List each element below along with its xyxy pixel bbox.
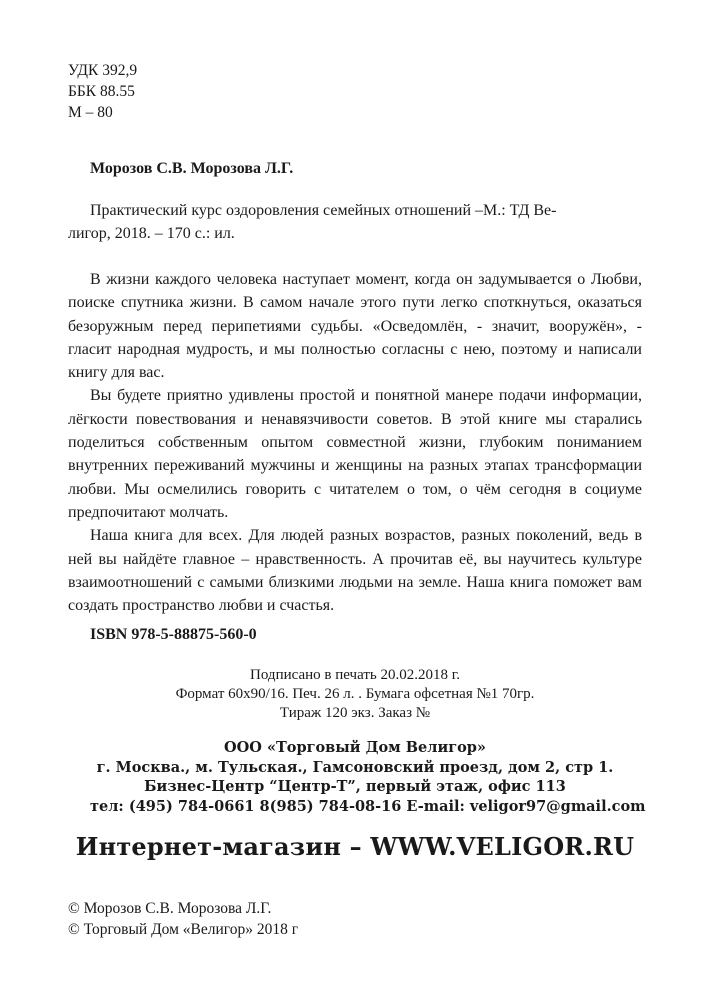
udk-code: УДК 392,9 [68, 62, 138, 79]
isbn: ISBN 978-5-88875-560-0 [90, 626, 257, 643]
abstract-paragraph-1: В жизни каждого человека наступает момент, когда он задумывается о Любви, поиске спутника жизни. В самом начале этого пути легко споткнуться, оказаться безоружным перед перипетиями судьбы. «Осведомлён, - значит, вооружён», - гласит народная мудрость, и мы полностью согласны с нею, поэтому и написали книгу для вас. [68, 271, 642, 382]
publisher-contacts: тел: (495) 784-0661 8(985) 784-08-16 E-mail: veligor97@gmail.com [90, 797, 646, 815]
publisher-business-center: Бизнес-Центр “Центр-Т”, первый этаж, офис 113 [144, 778, 566, 795]
authors-heading: Морозов С.В. Морозова Л.Г. [90, 160, 294, 177]
publisher-address: г. Москва., м. Тульская., Гамсоновский проезд, дом 2, стр 1. [96, 758, 614, 776]
print-info [140, 666, 570, 723]
copyright-publisher: © Торговый Дом «Велигор» 2018 г [68, 921, 299, 938]
print-run: Тираж 120 экз. Заказ № [279, 705, 431, 721]
publisher-name: ООО «Торговый Дом Велигор» [224, 739, 486, 756]
citation-line-2: лигор, 2018. – 170 с.: ил. [68, 225, 235, 242]
book-abstract [68, 268, 642, 617]
print-format: Формат 60х90/16. Печ. 26 л. . Бумага офсетная №1 70гр. [175, 686, 535, 702]
citation-line-1: Практический курс оздоровления семейных отношений –М.: ТД Ве- [90, 202, 557, 219]
author-mark: М – 80 [68, 104, 113, 121]
copyright-authors: © Морозов С.В. Морозова Л.Г. [68, 900, 272, 917]
bbk-code: ББК 88.55 [68, 83, 135, 100]
abstract-paragraph-3: Наша книга для всех. Для людей разных возрастов, разных поколений, ведь в ней вы найдёте главное – нравственность. А прочитав её, вы научитесь культуре взаимоотношений с самыми близкими людьми на земле. Наша книга поможет вам создать пространство любви и счастья. [68, 527, 642, 615]
copyright-block [68, 898, 298, 940]
bibliographic-citation [68, 199, 642, 245]
catalog-codes [68, 60, 137, 123]
online-shop-line: Интернет-магазин – WWW.VELIGOR.RU [75, 832, 635, 861]
abstract-paragraph-2: Вы будете приятно удивлены простой и понятной манере подачи информации, лёгкости повествования и ненавязчивости советов. В этой книге мы старались поделиться собственным опытом совместной жизни, глубоким пониманием внутренних переживаний мужчины и женщины на разных этапах трансформации любви. Мы осмелились говорить с читателем о том, о чём сегодня в социуме предпочитают молчать. [68, 387, 642, 521]
print-signed-date: Подписано в печать 20.02.2018 г. [250, 667, 460, 683]
publisher-info [90, 738, 646, 816]
